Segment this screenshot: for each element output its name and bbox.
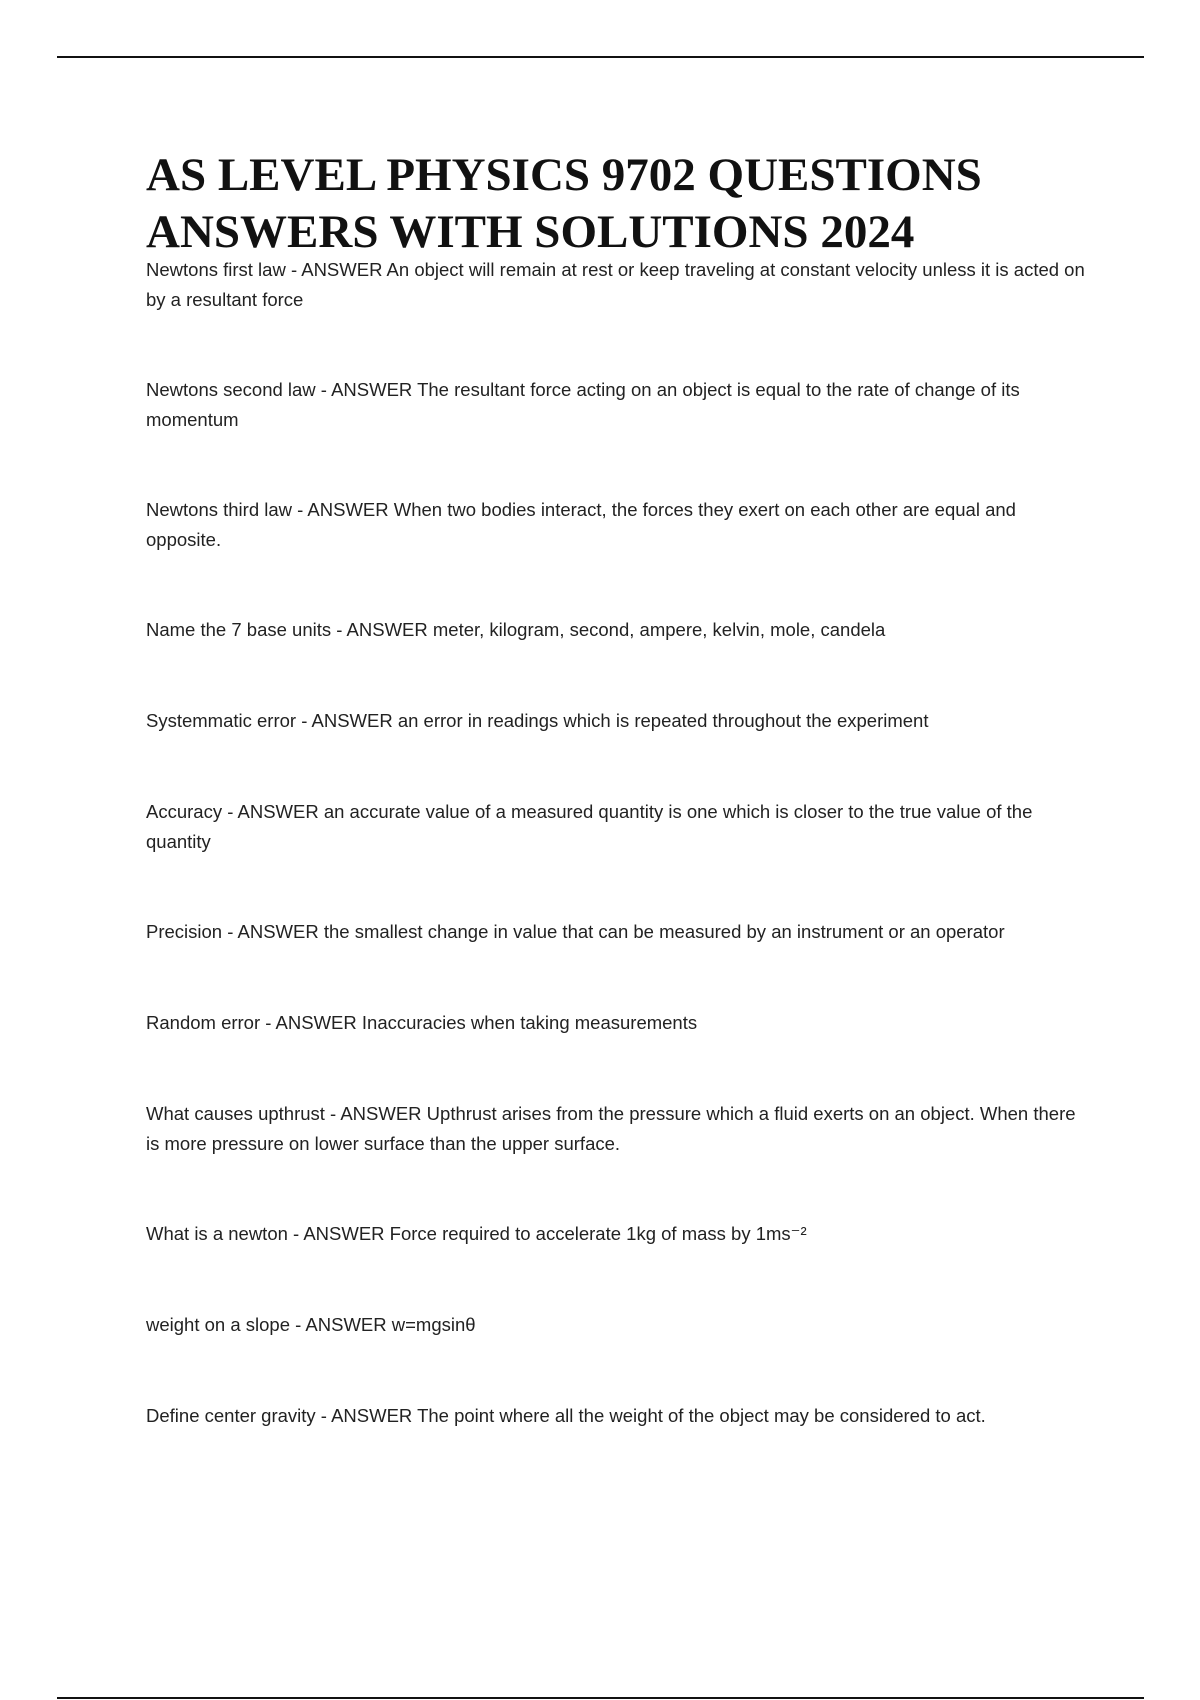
qa-entry-newtons-second-law: Newtons second law - ANSWER The resultant force acting on an object is equal to the rate of change of its momentum (146, 379, 1020, 430)
qa-entry-accuracy: Accuracy - ANSWER an accurate value of a measured quantity is one which is closer to the true value of the quantity (146, 801, 1033, 852)
qa-entry-systematic-error: Systemmatic error - ANSWER an error in readings which is repeated throughout the experiment (146, 710, 929, 731)
qa-entry-center-of-gravity: Define center gravity - ANSWER The point where all the weight of the object may be considered to act. (146, 1405, 986, 1426)
qa-entry-precision: Precision - ANSWER the smallest change in value that can be measured by an instrument or an operator (146, 921, 1005, 942)
qa-entry-newtons-third-law: Newtons third law - ANSWER When two bodies interact, the forces they exert on each other are equal and opposite. (146, 499, 1016, 550)
qa-entry-base-units: Name the 7 base units - ANSWER meter, kilogram, second, ampere, kelvin, mole, candela (146, 619, 886, 640)
qa-entry-newton-unit: What is a newton - ANSWER Force required to accelerate 1kg of mass by 1ms⁻² (146, 1223, 807, 1244)
top-rule (57, 56, 1144, 58)
bottom-rule (57, 1697, 1144, 1699)
qa-entry-random-error: Random error - ANSWER Inaccuracies when taking measurements (146, 1012, 698, 1033)
page-title: AS LEVEL PHYSICS 9702 QUESTIONS ANSWERS WITH SOLUTIONS 2024 (146, 149, 982, 258)
qa-entry-weight-on-slope: weight on a slope - ANSWER w=mgsinθ (146, 1314, 476, 1335)
qa-entry-newtons-first-law: Newtons first law - ANSWER An object will remain at rest or keep traveling at constant velocity unless it is acted on by a resultant force (146, 259, 1085, 310)
qa-entry-upthrust: What causes upthrust - ANSWER Upthrust arises from the pressure which a fluid exerts on an object. When there is more pressure on lower surface than the upper surface. (146, 1103, 1076, 1154)
